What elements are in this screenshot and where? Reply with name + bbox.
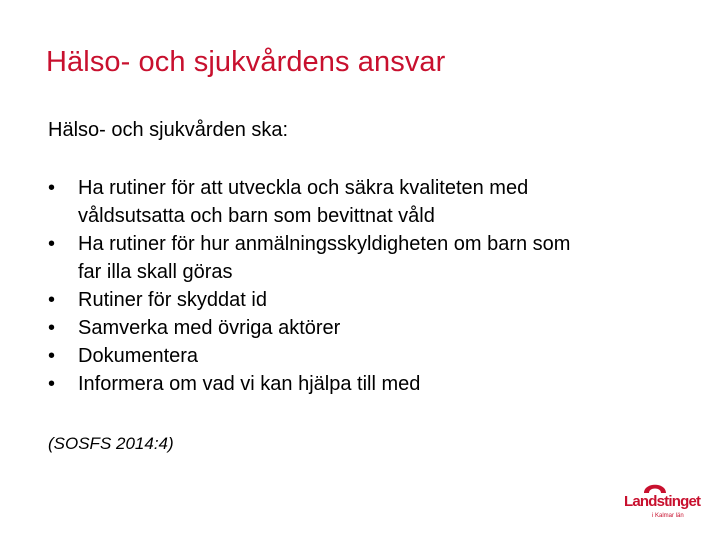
bullet-text-line: Ha rutiner för hur anmälningsskyldigheten om barn som	[78, 233, 571, 255]
bullet-dot: •	[48, 373, 56, 395]
bullet-dot: •	[48, 317, 56, 339]
bullet-text-line: Dokumentera	[78, 345, 199, 367]
bullet-dot: •	[48, 233, 56, 255]
bullet-item	[48, 230, 688, 286]
intro-text: Hälso- och sjukvården ska:	[48, 119, 289, 141]
logo-subtitle: i Kalmar län	[652, 513, 684, 519]
arch-icon	[642, 478, 668, 494]
bullet-item	[48, 342, 688, 370]
bullet-list	[48, 174, 688, 398]
logo-name: Landstinget	[624, 493, 701, 510]
bullet-item	[48, 286, 688, 314]
bullet-item	[48, 370, 688, 398]
bullet-dot: •	[48, 177, 56, 199]
bullet-text-line: Samverka med övriga aktörer	[78, 317, 341, 339]
bullet-text-line: far illa skall göras	[78, 261, 233, 283]
bullet-text-line: Rutiner för skyddat id	[78, 289, 267, 311]
bullet-dot: •	[48, 289, 56, 311]
slide-title: Hälso- och sjukvårdens ansvar	[46, 46, 446, 78]
bullet-text-line: Ha rutiner för att utveckla och säkra kvaliteten med	[78, 177, 529, 199]
source-reference: (SOSFS 2014:4)	[48, 434, 174, 453]
bullet-text-line: våldsutsatta och barn som bevittnat våld	[78, 205, 435, 227]
bullet-dot: •	[48, 345, 56, 367]
bullet-item	[48, 174, 688, 230]
bullet-item	[48, 314, 688, 342]
landstinget-logo	[618, 478, 701, 524]
bullet-text-line: Informera om vad vi kan hjälpa till med	[78, 373, 421, 395]
